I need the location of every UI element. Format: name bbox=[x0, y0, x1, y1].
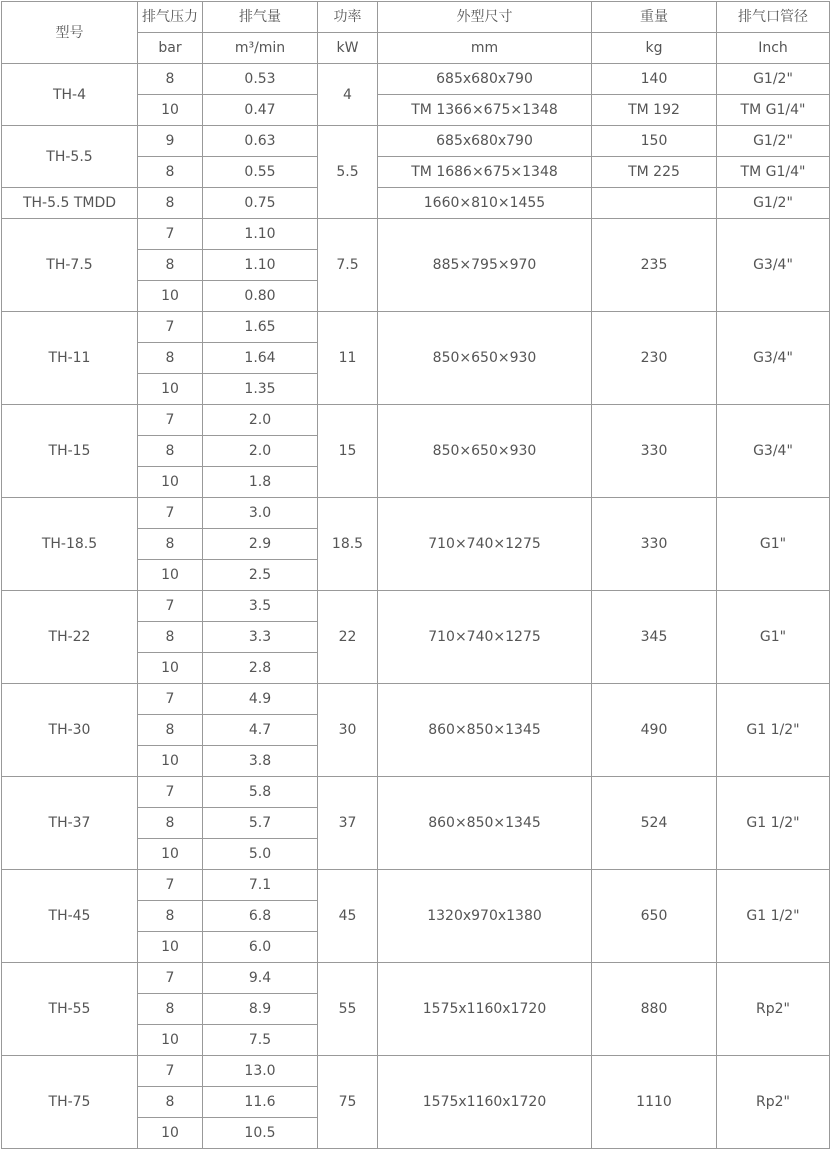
cell-flow: 13.0 bbox=[203, 1056, 318, 1087]
cell-pressure: 7 bbox=[138, 498, 203, 529]
cell-outlet: G3/4" bbox=[717, 312, 830, 405]
cell-flow: 1.65 bbox=[203, 312, 318, 343]
header-row bbox=[2, 2, 830, 33]
cell-model: TH-7.5 bbox=[2, 219, 138, 312]
cell-pressure: 10 bbox=[138, 932, 203, 963]
cell-flow: 0.53 bbox=[203, 64, 318, 95]
header-pressure: 排气压力 bbox=[138, 2, 203, 33]
cell-weight: 880 bbox=[592, 963, 717, 1056]
cell-model: TH-5.5 bbox=[2, 126, 138, 188]
cell-power: 4 bbox=[318, 64, 378, 126]
cell-outlet: G3/4" bbox=[717, 219, 830, 312]
cell-flow: 2.5 bbox=[203, 560, 318, 591]
cell-power: 18.5 bbox=[318, 498, 378, 591]
cell-flow: 0.63 bbox=[203, 126, 318, 157]
cell-power: 7.5 bbox=[318, 219, 378, 312]
table-row bbox=[2, 188, 830, 219]
cell-model: TH-55 bbox=[2, 963, 138, 1056]
cell-pressure: 10 bbox=[138, 839, 203, 870]
unit-power: kW bbox=[318, 33, 378, 64]
cell-outlet: G1" bbox=[717, 591, 830, 684]
cell-flow: 1.10 bbox=[203, 250, 318, 281]
table-row bbox=[2, 126, 830, 157]
cell-outlet: G1/2" bbox=[717, 126, 830, 157]
cell-dimensions: 710×740×1275 bbox=[378, 591, 592, 684]
cell-flow: 3.8 bbox=[203, 746, 318, 777]
header-model: 型号 bbox=[2, 2, 138, 64]
cell-dimensions: TM 1366×675×1348 bbox=[378, 95, 592, 126]
cell-flow: 3.0 bbox=[203, 498, 318, 529]
cell-pressure: 8 bbox=[138, 808, 203, 839]
unit-flow: m³/min bbox=[203, 33, 318, 64]
cell-weight: 345 bbox=[592, 591, 717, 684]
cell-model: TH-30 bbox=[2, 684, 138, 777]
cell-flow: 3.3 bbox=[203, 622, 318, 653]
table-row bbox=[2, 963, 830, 994]
cell-dimensions: 850×650×930 bbox=[378, 405, 592, 498]
cell-dimensions: 1320x970x1380 bbox=[378, 870, 592, 963]
cell-pressure: 10 bbox=[138, 653, 203, 684]
cell-pressure: 8 bbox=[138, 1087, 203, 1118]
cell-power: 30 bbox=[318, 684, 378, 777]
cell-model: TH-4 bbox=[2, 64, 138, 126]
cell-pressure: 7 bbox=[138, 591, 203, 622]
cell-flow: 5.8 bbox=[203, 777, 318, 808]
table-row bbox=[2, 777, 830, 808]
cell-flow: 0.47 bbox=[203, 95, 318, 126]
cell-outlet: TM G1/4" bbox=[717, 157, 830, 188]
table-row bbox=[2, 64, 830, 95]
unit-weight: kg bbox=[592, 33, 717, 64]
cell-model: TH-5.5 TMDD bbox=[2, 188, 138, 219]
table-row bbox=[2, 1056, 830, 1087]
cell-flow: 1.35 bbox=[203, 374, 318, 405]
cell-flow: 3.5 bbox=[203, 591, 318, 622]
header-dimensions: 外型尺寸 bbox=[378, 2, 592, 33]
cell-pressure: 10 bbox=[138, 281, 203, 312]
cell-pressure: 10 bbox=[138, 560, 203, 591]
cell-model: TH-22 bbox=[2, 591, 138, 684]
cell-flow: 0.80 bbox=[203, 281, 318, 312]
cell-flow: 11.6 bbox=[203, 1087, 318, 1118]
cell-dimensions: 1575x1160x1720 bbox=[378, 963, 592, 1056]
cell-model: TH-75 bbox=[2, 1056, 138, 1149]
cell-weight: TM 192 bbox=[592, 95, 717, 126]
cell-dimensions: 685x680x790 bbox=[378, 126, 592, 157]
cell-flow: 8.9 bbox=[203, 994, 318, 1025]
cell-power: 75 bbox=[318, 1056, 378, 1149]
cell-weight: 1110 bbox=[592, 1056, 717, 1149]
cell-flow: 1.10 bbox=[203, 219, 318, 250]
table-row bbox=[2, 870, 830, 901]
cell-flow: 5.7 bbox=[203, 808, 318, 839]
table-row bbox=[2, 219, 830, 250]
table-row bbox=[2, 684, 830, 715]
cell-weight: 650 bbox=[592, 870, 717, 963]
cell-dimensions: 685x680x790 bbox=[378, 64, 592, 95]
cell-outlet: Rp2" bbox=[717, 1056, 830, 1149]
cell-weight: 524 bbox=[592, 777, 717, 870]
cell-pressure: 7 bbox=[138, 219, 203, 250]
cell-dimensions: 860×850×1345 bbox=[378, 777, 592, 870]
cell-pressure: 8 bbox=[138, 157, 203, 188]
cell-outlet: G1" bbox=[717, 498, 830, 591]
cell-flow: 9.4 bbox=[203, 963, 318, 994]
cell-pressure: 8 bbox=[138, 188, 203, 219]
cell-flow: 7.5 bbox=[203, 1025, 318, 1056]
cell-flow: 10.5 bbox=[203, 1118, 318, 1149]
cell-model: TH-18.5 bbox=[2, 498, 138, 591]
cell-weight bbox=[592, 188, 717, 219]
cell-pressure: 8 bbox=[138, 994, 203, 1025]
cell-outlet: TM G1/4" bbox=[717, 95, 830, 126]
spec-table-body bbox=[2, 64, 830, 1149]
header-power: 功率 bbox=[318, 2, 378, 33]
cell-pressure: 7 bbox=[138, 312, 203, 343]
cell-dimensions: 885×795×970 bbox=[378, 219, 592, 312]
cell-pressure: 10 bbox=[138, 1025, 203, 1056]
header-flow: 排气量 bbox=[203, 2, 318, 33]
cell-dimensions: 850×650×930 bbox=[378, 312, 592, 405]
header-outlet: 排气口管径 bbox=[717, 2, 830, 33]
cell-pressure: 8 bbox=[138, 715, 203, 746]
cell-pressure: 8 bbox=[138, 436, 203, 467]
cell-dimensions: TM 1686×675×1348 bbox=[378, 157, 592, 188]
cell-flow: 2.0 bbox=[203, 405, 318, 436]
spec-table bbox=[1, 1, 830, 1149]
cell-flow: 1.64 bbox=[203, 343, 318, 374]
cell-model: TH-15 bbox=[2, 405, 138, 498]
unit-outlet: Inch bbox=[717, 33, 830, 64]
cell-pressure: 10 bbox=[138, 95, 203, 126]
cell-power: 5.5 bbox=[318, 126, 378, 219]
cell-flow: 2.0 bbox=[203, 436, 318, 467]
cell-weight: 330 bbox=[592, 498, 717, 591]
cell-pressure: 7 bbox=[138, 870, 203, 901]
cell-weight: 230 bbox=[592, 312, 717, 405]
cell-outlet: G1 1/2" bbox=[717, 777, 830, 870]
cell-model: TH-11 bbox=[2, 312, 138, 405]
cell-model: TH-45 bbox=[2, 870, 138, 963]
cell-power: 15 bbox=[318, 405, 378, 498]
cell-dimensions: 860×850×1345 bbox=[378, 684, 592, 777]
cell-flow: 4.9 bbox=[203, 684, 318, 715]
cell-flow: 4.7 bbox=[203, 715, 318, 746]
cell-power: 22 bbox=[318, 591, 378, 684]
cell-flow: 2.8 bbox=[203, 653, 318, 684]
cell-flow: 7.1 bbox=[203, 870, 318, 901]
cell-outlet: G1/2" bbox=[717, 64, 830, 95]
table-row bbox=[2, 405, 830, 436]
cell-pressure: 9 bbox=[138, 126, 203, 157]
cell-flow: 2.9 bbox=[203, 529, 318, 560]
cell-flow: 1.8 bbox=[203, 467, 318, 498]
cell-flow: 0.55 bbox=[203, 157, 318, 188]
cell-pressure: 10 bbox=[138, 1118, 203, 1149]
cell-weight: 330 bbox=[592, 405, 717, 498]
cell-outlet: G1 1/2" bbox=[717, 870, 830, 963]
cell-pressure: 7 bbox=[138, 405, 203, 436]
table-row bbox=[2, 591, 830, 622]
cell-outlet: Rp2" bbox=[717, 963, 830, 1056]
cell-weight: 150 bbox=[592, 126, 717, 157]
cell-pressure: 10 bbox=[138, 467, 203, 498]
cell-pressure: 7 bbox=[138, 963, 203, 994]
cell-power: 55 bbox=[318, 963, 378, 1056]
cell-model: TH-37 bbox=[2, 777, 138, 870]
cell-pressure: 7 bbox=[138, 684, 203, 715]
cell-outlet: G3/4" bbox=[717, 405, 830, 498]
cell-pressure: 8 bbox=[138, 343, 203, 374]
cell-flow: 6.0 bbox=[203, 932, 318, 963]
cell-power: 45 bbox=[318, 870, 378, 963]
cell-outlet: G1 1/2" bbox=[717, 684, 830, 777]
cell-pressure: 8 bbox=[138, 64, 203, 95]
cell-pressure: 7 bbox=[138, 777, 203, 808]
unit-dimensions: mm bbox=[378, 33, 592, 64]
cell-pressure: 7 bbox=[138, 1056, 203, 1087]
cell-pressure: 8 bbox=[138, 250, 203, 281]
cell-pressure: 8 bbox=[138, 901, 203, 932]
header-weight: 重量 bbox=[592, 2, 717, 33]
table-row bbox=[2, 498, 830, 529]
cell-power: 11 bbox=[318, 312, 378, 405]
cell-dimensions: 1660×810×1455 bbox=[378, 188, 592, 219]
cell-flow: 6.8 bbox=[203, 901, 318, 932]
cell-weight: 235 bbox=[592, 219, 717, 312]
cell-weight: 490 bbox=[592, 684, 717, 777]
cell-weight: TM 225 bbox=[592, 157, 717, 188]
cell-dimensions: 710×740×1275 bbox=[378, 498, 592, 591]
cell-pressure: 8 bbox=[138, 529, 203, 560]
cell-pressure: 10 bbox=[138, 746, 203, 777]
cell-pressure: 8 bbox=[138, 622, 203, 653]
cell-power: 37 bbox=[318, 777, 378, 870]
cell-weight: 140 bbox=[592, 64, 717, 95]
unit-pressure: bar bbox=[138, 33, 203, 64]
cell-flow: 0.75 bbox=[203, 188, 318, 219]
cell-flow: 5.0 bbox=[203, 839, 318, 870]
table-row bbox=[2, 312, 830, 343]
cell-outlet: G1/2" bbox=[717, 188, 830, 219]
cell-pressure: 10 bbox=[138, 374, 203, 405]
cell-dimensions: 1575x1160x1720 bbox=[378, 1056, 592, 1149]
